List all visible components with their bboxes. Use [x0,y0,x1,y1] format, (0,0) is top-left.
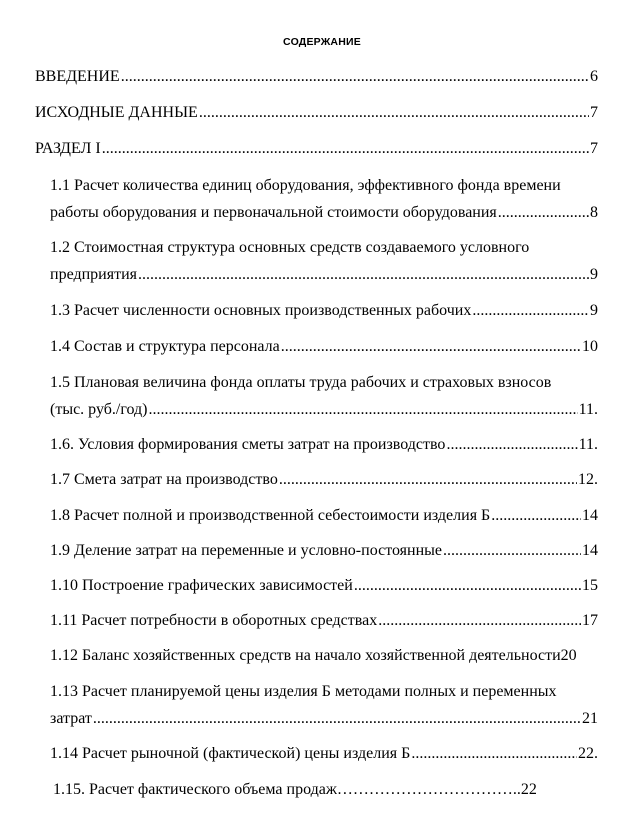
toc-entry-1-7 [50,469,598,491]
toc-entry-1-2 [50,237,598,286]
toc-entry-text: ИСХОДНЫЕ ДАННЫЕ [35,104,198,121]
toc-entry-text-line1: 1.1 Расчет количества единиц оборудования, эффективного фонда времени [50,177,561,194]
toc-entry-1-9 [50,540,598,562]
toc-page-number: 9 [590,302,598,319]
dot-leader [411,743,577,765]
toc-entry-1-15 [53,779,598,801]
toc-page-number: 7 [590,140,598,157]
dot-leader [378,610,581,632]
dot-leader [354,575,581,597]
toc-entry-section-1 [35,138,598,160]
toc-entry-text: предприятия [50,266,137,283]
toc-entry-1-4 [50,336,598,358]
toc-title: СОДЕРЖАНИЕ [283,36,361,48]
dot-leader [443,540,581,562]
dot-leader [138,264,589,286]
toc-entry-text: работы оборудования и первоначальной стоимости оборудования [50,204,497,221]
toc-page-number: 11. [578,401,598,418]
toc-entry-1-1 [50,175,598,224]
toc-page-number: 21 [582,710,598,727]
toc-entry-1-8 [50,505,598,527]
toc-page-number: 11. [578,436,598,453]
toc-entry-text: 1.3 Расчет численности основных производственных рабочих [50,302,472,319]
toc-entry-1-14 [50,743,598,765]
toc-page-number: 22 [520,781,537,798]
toc-entry-1-5 [50,372,598,421]
toc-page-number: 20 [560,647,577,664]
toc-entry-text: 1.4 Состав и структура персонала [50,338,280,355]
toc-entry-1-10 [50,575,598,597]
toc-entry-text: 1.12 Баланс хозяйственных средств на начало хозяйственной деятельности [50,647,561,664]
toc-entry-text: 1.9 Деление затрат на переменные и условно-постоянные [50,542,442,559]
toc-entry-1-13 [50,681,598,730]
dot-leader [498,202,589,224]
toc-page-number: 22. [578,745,598,762]
toc-entry-text: затрат [50,710,92,727]
toc-entry-initial-data [35,102,598,124]
toc-page-number: 17 [582,612,598,629]
toc-entry-text: 1.14 Расчет рыночной (фактической) цены изделия Б [50,745,411,762]
toc-entry-text: РАЗДЕЛ I [35,140,101,157]
toc-entry-text: 1.6. Условия формирования сметы затрат на производство [50,436,446,453]
toc-entry-text: 1.15. Расчет фактического объема продаж…………………………….. [53,781,521,798]
toc-page-number: 6 [590,68,598,85]
dot-leader [446,434,577,456]
toc-entry-text: 1.7 Смета затрат на производство [50,471,278,488]
toc-entry-text: 1.10 Построение графических зависимостей [50,577,353,594]
dot-leader [472,300,589,322]
toc-page-number: 12. [578,471,598,488]
dot-leader [281,336,581,358]
dot-leader [102,138,589,160]
toc-entry-text: 1.11 Расчет потребности в оборотных средствах [50,612,378,629]
dot-leader [491,505,581,527]
toc-page-number: 8 [590,204,598,221]
dot-leader [93,708,581,730]
toc-entry-text: (тыс. руб./год) [50,401,148,418]
toc-page-number: 14 [582,542,598,559]
toc-entry-text-line1: 1.5 Плановая величина фонда оплаты труда рабочих и страховых взносов [50,374,552,391]
toc-page-number: 14 [582,507,598,524]
toc-entry-1-6 [50,434,598,456]
toc-entry-text: ВВЕДЕНИЕ [35,68,120,85]
toc-page-number: 9 [590,266,598,283]
toc-entry-text-line1: 1.2 Стоимостная структура основных средств создаваемого условного [50,239,530,256]
dot-leader [199,102,589,124]
toc-entry-1-3 [50,300,598,322]
dot-leader [121,66,589,88]
toc-page-number: 15 [582,577,598,594]
toc-page-number: 10 [582,338,598,355]
toc-entry-introduction [35,66,598,88]
toc-entry-text: 1.8 Расчет полной и производственной себестоимости изделия Б [50,507,491,524]
dot-leader [149,399,578,421]
toc-entry-text-line1: 1.13 Расчет планируемой цены изделия Б методами полных и переменных [50,683,557,700]
toc-entry-1-11 [50,610,598,632]
toc-entry-1-12 [50,645,606,667]
toc-page-number: 7 [590,104,598,121]
dot-leader [279,469,577,491]
